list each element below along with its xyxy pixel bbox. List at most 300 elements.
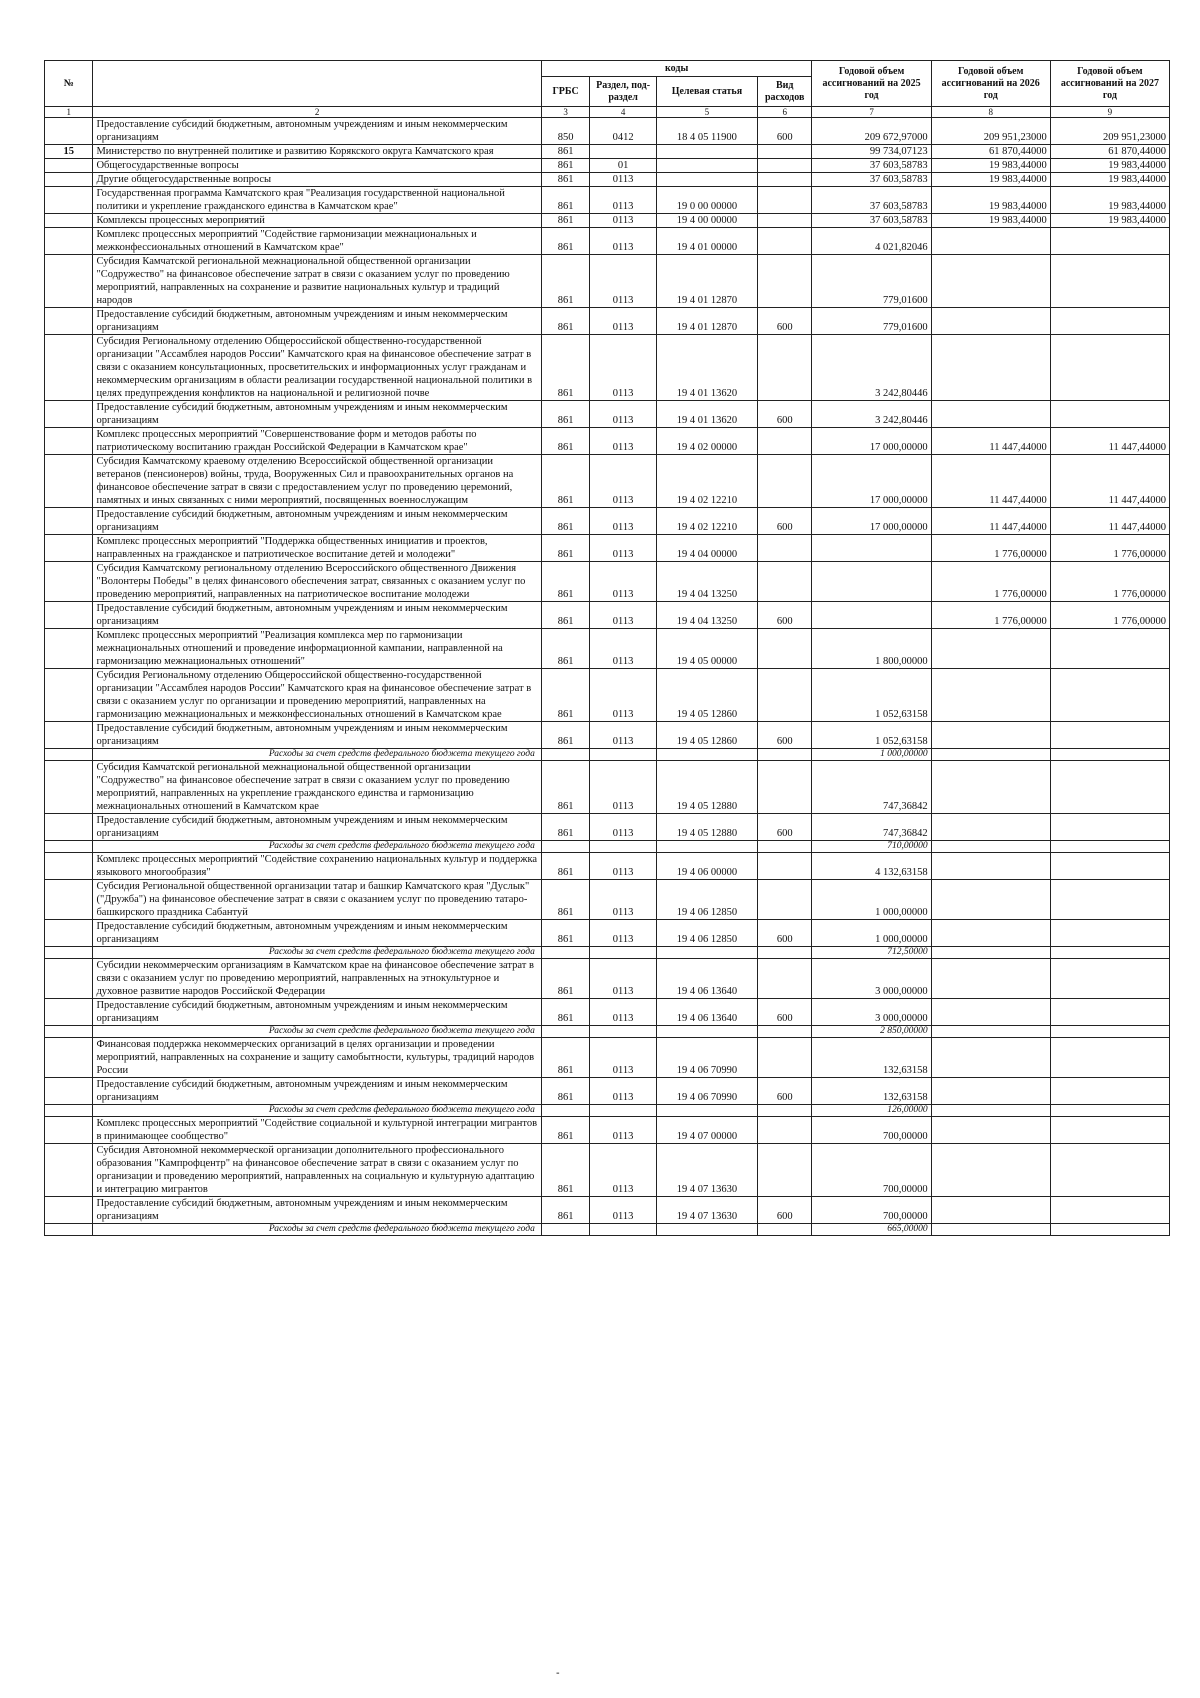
federal-sum-2025: 710,00000 [812,841,931,853]
sum-2026: 11 447,44000 [931,428,1050,455]
row-number: 15 [45,145,93,159]
empty-cell [45,749,93,761]
row-number [45,669,93,722]
empty-cell [45,947,93,959]
row-name: Предоставление субсидий бюджетным, автономным учреждениям и иным некоммерческим организациям [93,1078,541,1105]
row-number [45,959,93,999]
sum-2025: 779,01600 [812,308,931,335]
vid-code: 600 [757,118,812,145]
grbs-code: 861 [541,1117,589,1144]
col-number: 5 [656,107,757,118]
sum-2025: 4 132,63158 [812,853,931,880]
sum-2027 [1050,669,1169,722]
row-number [45,814,93,841]
table-row [45,880,1170,920]
vid-code [757,880,812,920]
grbs-code: 861 [541,228,589,255]
celevaya-code: 19 4 01 12870 [656,255,757,308]
row-number [45,401,93,428]
sum-2025: 37 603,58783 [812,187,931,214]
sum-2027 [1050,401,1169,428]
grbs-code: 861 [541,562,589,602]
sum-2026: 19 983,44000 [931,214,1050,228]
sum-2025: 1 052,63158 [812,722,931,749]
vid-code [757,187,812,214]
sum-2027: 19 983,44000 [1050,173,1169,187]
celevaya-code: 19 4 05 12860 [656,722,757,749]
sum-2026: 1 776,00000 [931,535,1050,562]
row-name: Субсидия Камчатскому региональному отделению Всероссийского общественного Движения "Волонтеры Победы" в целях финансового обеспечения затрат, связанных с оказанием услуг по проведению мероприятий, направленных на патриотическое воспитание молодежи [93,562,541,602]
razdel-code: 0113 [590,814,657,841]
table-row [45,1197,1170,1224]
sum-2025 [812,562,931,602]
table-row [45,669,1170,722]
empty-cell [757,947,812,959]
row-number [45,920,93,947]
table-row [45,228,1170,255]
federal-sum-2025: 126,00000 [812,1105,931,1117]
sum-2025: 700,00000 [812,1144,931,1197]
sum-2027: 19 983,44000 [1050,159,1169,173]
vid-code [757,214,812,228]
grbs-code: 861 [541,853,589,880]
sum-2027: 1 776,00000 [1050,602,1169,629]
row-name: Комплекс процессных мероприятий "Поддержка общественных инициатив и проектов, направленных на гражданское и патриотическое воспитание детей и молодежи" [93,535,541,562]
sum-2027: 19 983,44000 [1050,187,1169,214]
table-row [45,455,1170,508]
grbs-code: 861 [541,814,589,841]
col-number: 8 [931,107,1050,118]
grbs-code: 861 [541,1038,589,1078]
row-number [45,455,93,508]
celevaya-code [656,145,757,159]
table-row [45,959,1170,999]
row-name: Субсидия Камчатской региональной межнациональной общественной организации "Содружество" на финансовое обеспечение затрат в связи с оказанием услуг по проведению мероприятий, направленных на сохранение и развитие национальных культур и традиций народов [93,255,541,308]
header-2025: Годовой объем ассигнований на 2025 год [812,61,931,107]
sum-2025: 1 800,00000 [812,629,931,669]
celevaya-code: 19 4 04 00000 [656,535,757,562]
razdel-code: 0113 [590,214,657,228]
vid-code [757,428,812,455]
empty-cell [590,841,657,853]
sum-2025: 17 000,00000 [812,455,931,508]
razdel-code: 0113 [590,761,657,814]
sum-2027 [1050,335,1169,401]
sum-2025: 700,00000 [812,1117,931,1144]
row-number [45,1078,93,1105]
grbs-code: 861 [541,145,589,159]
budget-table [44,60,1170,1236]
sum-2027 [1050,1144,1169,1197]
celevaya-code: 19 4 00 00000 [656,214,757,228]
razdel-code: 0113 [590,880,657,920]
vid-code [757,255,812,308]
row-number [45,1038,93,1078]
sum-2025: 3 242,80446 [812,401,931,428]
sum-2027: 11 447,44000 [1050,428,1169,455]
row-name: Субсидия Региональному отделению Общероссийской общественно-государственной организации "Ассамблея народов России" Камчатского края на финансовое обеспечение затрат в связи с оказанием услуг по организации и проведению мероприятий, направленных на гармонизацию межнациональных и межконфессиональных отношений в Камчатском крае [93,669,541,722]
row-number [45,1117,93,1144]
vid-code: 600 [757,308,812,335]
grbs-code: 861 [541,214,589,228]
row-name: Предоставление субсидий бюджетным, автономным учреждениям и иным некоммерческим организациям [93,1197,541,1224]
celevaya-code: 19 4 05 12860 [656,669,757,722]
vid-code: 600 [757,920,812,947]
vid-code [757,335,812,401]
grbs-code: 861 [541,455,589,508]
row-name: Предоставление субсидий бюджетным, автономным учреждениям и иным некоммерческим организациям [93,508,541,535]
celevaya-code: 19 4 04 13250 [656,602,757,629]
empty-cell [1050,749,1169,761]
empty-cell [45,841,93,853]
celevaya-code: 19 4 01 12870 [656,308,757,335]
row-number [45,562,93,602]
sum-2026 [931,959,1050,999]
grbs-code: 861 [541,629,589,669]
table-header [45,61,1170,118]
razdel-code: 0113 [590,508,657,535]
razdel-code: 0113 [590,173,657,187]
row-number [45,159,93,173]
row-number [45,999,93,1026]
razdel-code: 0113 [590,959,657,999]
sum-2026 [931,761,1050,814]
sum-2026 [931,255,1050,308]
razdel-code: 0113 [590,228,657,255]
row-name: Комплекс процессных мероприятий "Содействие социальной и культурной интеграции мигрантов в принимающее сообщество" [93,1117,541,1144]
razdel-code: 0113 [590,255,657,308]
vid-code [757,959,812,999]
sum-2027: 11 447,44000 [1050,508,1169,535]
row-name: Субсидия Региональному отделению Общероссийской общественно-государственной организации "Ассамблея народов России" Камчатского края на финансовое обеспечение затрат в связи с оказанием консультационных, просветительских и информационных услуг гражданам и некоммерческим организациям в области реализации государственной национальной политики в целях предупреждения конфликтов на национальной и религиозной почве [93,335,541,401]
empty-cell [931,749,1050,761]
col-number: 1 [45,107,93,118]
razdel-code: 0113 [590,455,657,508]
sum-2026 [931,1144,1050,1197]
federal-label: Расходы за счет средств федерального бюджета текущего года [93,1105,541,1117]
vid-code: 600 [757,814,812,841]
grbs-code: 861 [541,1144,589,1197]
row-number [45,880,93,920]
sum-2026 [931,880,1050,920]
budget-document [44,60,1170,1236]
grbs-code: 861 [541,880,589,920]
razdel-code: 0113 [590,722,657,749]
table-row [45,535,1170,562]
vid-code [757,535,812,562]
grbs-code: 861 [541,308,589,335]
sum-2025: 37 603,58783 [812,159,931,173]
col-number: 7 [812,107,931,118]
row-name: Комплекс процессных мероприятий "Содействие гармонизации межнациональных и межконфессиональных отношений в Камчатском крае" [93,228,541,255]
row-name: Предоставление субсидий бюджетным, автономным учреждениям и иным некоммерческим организациям [93,722,541,749]
empty-cell [656,1224,757,1236]
grbs-code: 861 [541,999,589,1026]
celevaya-code: 19 4 01 13620 [656,401,757,428]
grbs-code: 861 [541,187,589,214]
sum-2025: 700,00000 [812,1197,931,1224]
celevaya-code: 19 4 07 00000 [656,1117,757,1144]
grbs-code: 861 [541,159,589,173]
empty-cell [656,749,757,761]
sum-2026 [931,401,1050,428]
empty-cell [931,1026,1050,1038]
empty-cell [541,1105,589,1117]
grbs-code: 861 [541,722,589,749]
row-number [45,761,93,814]
vid-code [757,228,812,255]
table-row [45,761,1170,814]
sum-2027 [1050,1117,1169,1144]
empty-cell [656,841,757,853]
table-row [45,255,1170,308]
sum-2025: 1 052,63158 [812,669,931,722]
empty-cell [931,841,1050,853]
row-name: Субсидия Камчатской региональной межнациональной общественной организации "Содружество" на финансовое обеспечение затрат в связи с оказанием услуг по проведению мероприятий, направленных на укрепление гражданского единства и гармонизацию межнациональных отношений в Камчатском крае [93,761,541,814]
sum-2026 [931,814,1050,841]
row-name: Предоставление субсидий бюджетным, автономным учреждениям и иным некоммерческим организациям [93,118,541,145]
empty-cell [541,1224,589,1236]
table-row [45,1117,1170,1144]
empty-cell [757,1224,812,1236]
razdel-code: 0412 [590,118,657,145]
razdel-code: 0113 [590,629,657,669]
sum-2025 [812,535,931,562]
federal-subrow [45,1224,1170,1236]
sum-2026 [931,853,1050,880]
grbs-code: 861 [541,1078,589,1105]
row-name: Предоставление субсидий бюджетным, автономным учреждениям и иным некоммерческим организациям [93,602,541,629]
empty-cell [656,947,757,959]
row-number [45,1197,93,1224]
row-name: Предоставление субсидий бюджетным, автономным учреждениям и иным некоммерческим организациям [93,308,541,335]
row-number [45,1144,93,1197]
col-number: 9 [1050,107,1169,118]
sum-2025: 1 000,00000 [812,920,931,947]
col-number: 2 [93,107,541,118]
federal-label: Расходы за счет средств федерального бюджета текущего года [93,1026,541,1038]
federal-subrow [45,841,1170,853]
federal-label: Расходы за счет средств федерального бюджета текущего года [93,841,541,853]
razdel-code: 01 [590,159,657,173]
celevaya-code: 18 4 05 11900 [656,118,757,145]
sum-2026 [931,669,1050,722]
row-name: Субсидия Автономной некоммерческой организации дополнительного профессионального образования "Кампрофцентр" на финансовое обеспечение затрат в связи с оказанием услуг по организации и проведению мероприятий, направленных на социальную и культурную адаптацию и интеграцию мигрантов [93,1144,541,1197]
federal-label: Расходы за счет средств федерального бюджета текущего года [93,1224,541,1236]
razdel-code: 0113 [590,1197,657,1224]
col-number: 4 [590,107,657,118]
celevaya-code: 19 4 06 13640 [656,999,757,1026]
empty-cell [590,749,657,761]
sum-2025: 132,63158 [812,1078,931,1105]
header-grbs: ГРБС [541,77,589,107]
header-no: № [45,61,93,107]
vid-code [757,669,812,722]
sum-2027 [1050,1197,1169,1224]
sum-2027: 11 447,44000 [1050,455,1169,508]
row-name: Комплекс процессных мероприятий "Содействие сохранению национальных культур и поддержка языкового многообразия" [93,853,541,880]
vid-code: 600 [757,508,812,535]
row-name: Субсидия Региональной общественной организации татар и башкир Камчатского края "Дуслык" ("Дружба") на финансовое обеспечение затрат в связи с оказанием услуг по проведению татаро-башкирского праздника Сабантуй [93,880,541,920]
table-row [45,602,1170,629]
razdel-code: 0113 [590,187,657,214]
row-number [45,508,93,535]
razdel-code: 0113 [590,853,657,880]
sum-2027 [1050,880,1169,920]
sum-2026 [931,1197,1050,1224]
sum-2025: 37 603,58783 [812,173,931,187]
sum-2025: 747,36842 [812,814,931,841]
row-name: Комплексы процессных мероприятий [93,214,541,228]
razdel-code: 0113 [590,1078,657,1105]
vid-code [757,853,812,880]
sum-2027 [1050,999,1169,1026]
table-row [45,629,1170,669]
header-2027: Годовой объем ассигнований на 2027 год [1050,61,1169,107]
header-name [93,61,541,107]
celevaya-code: 19 4 06 00000 [656,853,757,880]
table-row [45,508,1170,535]
table-row [45,118,1170,145]
sum-2027 [1050,853,1169,880]
vid-code: 600 [757,602,812,629]
federal-subrow [45,947,1170,959]
grbs-code: 861 [541,335,589,401]
sum-2026 [931,308,1050,335]
sum-2027 [1050,255,1169,308]
row-number [45,602,93,629]
celevaya-code: 19 4 05 00000 [656,629,757,669]
grbs-code: 861 [541,508,589,535]
sum-2027 [1050,629,1169,669]
vid-code [757,1144,812,1197]
table-row [45,308,1170,335]
federal-label: Расходы за счет средств федерального бюджета текущего года [93,947,541,959]
sum-2027 [1050,308,1169,335]
celevaya-code: 19 4 05 12880 [656,761,757,814]
empty-cell [590,1105,657,1117]
empty-cell [757,1026,812,1038]
sum-2026 [931,228,1050,255]
sum-2025: 3 242,80446 [812,335,931,401]
empty-cell [541,1026,589,1038]
empty-cell [1050,1105,1169,1117]
razdel-code: 0113 [590,602,657,629]
federal-subrow [45,1105,1170,1117]
grbs-code: 861 [541,535,589,562]
page-mark: - [556,1668,560,1679]
table-row [45,1038,1170,1078]
row-number [45,629,93,669]
grbs-code: 861 [541,1197,589,1224]
empty-cell [1050,1224,1169,1236]
sum-2026: 11 447,44000 [931,455,1050,508]
row-name: Государственная программа Камчатского края "Реализация государственной национальной политики и укрепление гражданского единства в Камчатском крае" [93,187,541,214]
razdel-code: 0113 [590,562,657,602]
razdel-code: 0113 [590,428,657,455]
razdel-code: 0113 [590,669,657,722]
razdel-code: 0113 [590,308,657,335]
celevaya-code: 19 0 00 00000 [656,187,757,214]
row-name: Комплекс процессных мероприятий "Совершенствование форм и методов работы по патриотическому воспитанию граждан Российской Федерации в Камчатском крае" [93,428,541,455]
sum-2027: 1 776,00000 [1050,535,1169,562]
table-row [45,159,1170,173]
sum-2027: 19 983,44000 [1050,214,1169,228]
row-number [45,173,93,187]
row-name: Комплекс процессных мероприятий "Реализация комплекса мер по гармонизации межнациональных отношений и проведение информационной кампании, направленной на гармонизацию межнациональных отношений" [93,629,541,669]
table-row [45,853,1170,880]
header-vid: Вид расходов [757,77,812,107]
empty-cell [1050,841,1169,853]
federal-sum-2025: 665,00000 [812,1224,931,1236]
sum-2025: 17 000,00000 [812,428,931,455]
table-body [45,118,1170,1236]
row-name: Предоставление субсидий бюджетным, автономным учреждениям и иным некоммерческим организациям [93,920,541,947]
razdel-code: 0113 [590,335,657,401]
razdel-code: 0113 [590,999,657,1026]
row-name: Министерство по внутренней политике и развитию Корякского округа Камчатского края [93,145,541,159]
sum-2025 [812,602,931,629]
header-codes: коды [541,61,812,77]
sum-2026 [931,920,1050,947]
empty-cell [757,749,812,761]
celevaya-code: 19 4 01 00000 [656,228,757,255]
empty-cell [656,1026,757,1038]
row-number [45,187,93,214]
federal-sum-2025: 712,50000 [812,947,931,959]
vid-code: 600 [757,1078,812,1105]
sum-2025: 3 000,00000 [812,999,931,1026]
empty-cell [590,1224,657,1236]
celevaya-code: 19 4 07 13630 [656,1144,757,1197]
row-number [45,255,93,308]
razdel-code: 0113 [590,1038,657,1078]
empty-cell [541,947,589,959]
grbs-code: 861 [541,959,589,999]
vid-code [757,145,812,159]
row-number [45,214,93,228]
celevaya-code: 19 4 06 12850 [656,880,757,920]
table-row [45,920,1170,947]
empty-cell [590,1026,657,1038]
vid-code [757,173,812,187]
empty-cell [931,947,1050,959]
col-number: 3 [541,107,589,118]
sum-2025: 779,01600 [812,255,931,308]
table-row [45,1144,1170,1197]
sum-2026: 1 776,00000 [931,562,1050,602]
table-row [45,999,1170,1026]
grbs-code: 861 [541,920,589,947]
table-row [45,562,1170,602]
empty-cell [1050,1026,1169,1038]
sum-2027 [1050,814,1169,841]
celevaya-code: 19 4 06 13640 [656,959,757,999]
grbs-code: 861 [541,761,589,814]
row-number [45,118,93,145]
sum-2025: 4 021,82046 [812,228,931,255]
sum-2026: 61 870,44000 [931,145,1050,159]
sum-2027: 209 951,23000 [1050,118,1169,145]
grbs-code: 861 [541,602,589,629]
sum-2027: 1 776,00000 [1050,562,1169,602]
vid-code [757,562,812,602]
row-number [45,428,93,455]
empty-cell [541,749,589,761]
table-row [45,145,1170,159]
empty-cell [45,1026,93,1038]
row-name: Общегосударственные вопросы [93,159,541,173]
